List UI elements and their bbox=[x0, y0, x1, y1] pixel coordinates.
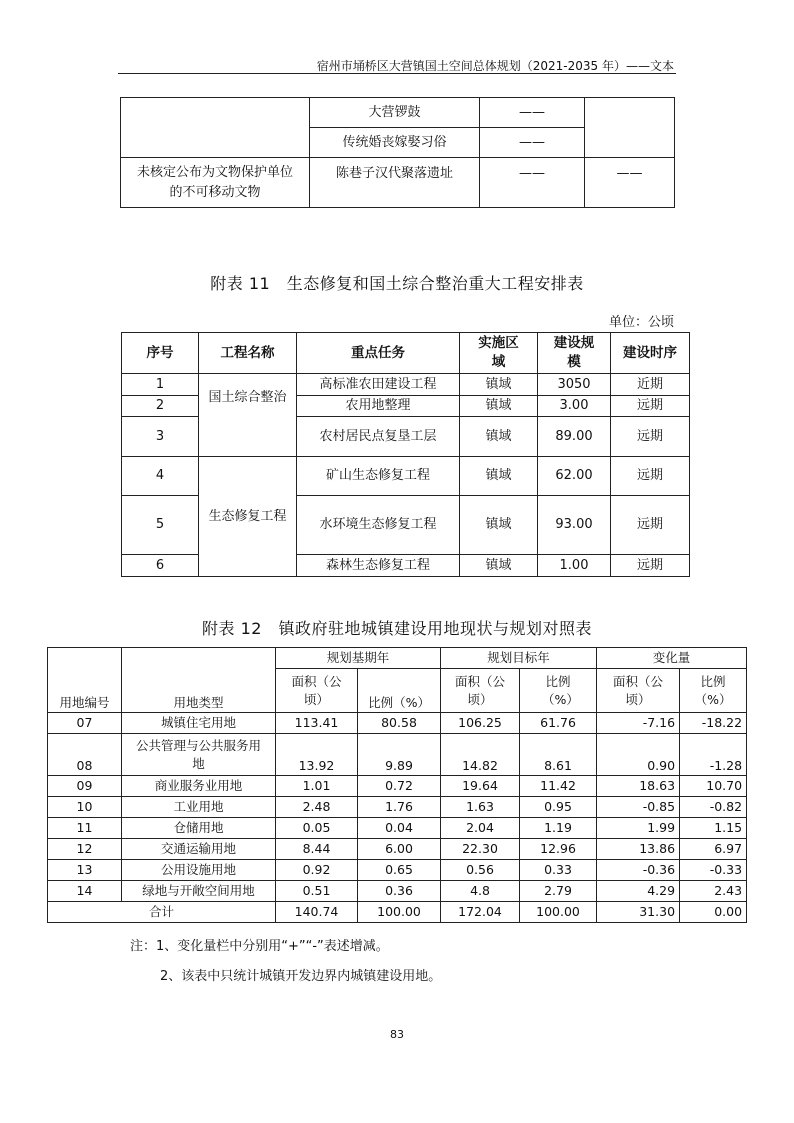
table-cell: 2 bbox=[122, 396, 199, 417]
header-cell: 建设规模 bbox=[538, 333, 611, 374]
table-cell: 0.00 bbox=[680, 902, 747, 923]
header-cell: 建设时序 bbox=[611, 333, 690, 374]
table-cell: 14 bbox=[48, 881, 122, 902]
table-cell: 交通运输用地 bbox=[122, 839, 276, 860]
table-cell: 1.76 bbox=[358, 797, 441, 818]
ecological-restoration-table bbox=[121, 332, 690, 577]
table-cell: 工业用地 bbox=[122, 797, 276, 818]
unit-label: 单位：公顷 bbox=[608, 315, 674, 330]
table-cell: 100.00 bbox=[520, 902, 597, 923]
table-cell: 11 bbox=[48, 818, 122, 839]
table-cell: 绿地与开敞空间用地 bbox=[122, 881, 276, 902]
table-cell: 2.79 bbox=[520, 881, 597, 902]
table-cell: 镇域 bbox=[460, 374, 538, 396]
table-cell: 远期 bbox=[611, 396, 690, 417]
note-2: 2、该表中只统计城镇开发边界内城镇建设用地。 bbox=[160, 969, 442, 984]
table-cell: 近期 bbox=[611, 374, 690, 396]
table-row bbox=[48, 881, 747, 902]
table-cell: 10.70 bbox=[680, 776, 747, 797]
table-cell: —— bbox=[480, 128, 585, 158]
table-cell: 1.15 bbox=[680, 818, 747, 839]
header-cell: 面积（公顷） bbox=[276, 669, 358, 713]
table-cell: 6.97 bbox=[680, 839, 747, 860]
heritage-table-continued bbox=[120, 97, 675, 208]
table-cell: 4.29 bbox=[597, 881, 680, 902]
table-cell: -0.33 bbox=[680, 860, 747, 881]
table-cell: 0.51 bbox=[276, 881, 358, 902]
table-cell: -0.36 bbox=[597, 860, 680, 881]
table-cell: 0.56 bbox=[441, 860, 520, 881]
table-cell: 1.19 bbox=[520, 818, 597, 839]
table-cell: 0.36 bbox=[358, 881, 441, 902]
table-cell: 09 bbox=[48, 776, 122, 797]
table-cell: 0.04 bbox=[358, 818, 441, 839]
header-cell: 用地编号 bbox=[48, 648, 122, 713]
table-cell: 0.72 bbox=[358, 776, 441, 797]
table-cell: 2.43 bbox=[680, 881, 747, 902]
table-cell: 62.00 bbox=[538, 457, 611, 496]
table-cell: 14.82 bbox=[441, 734, 520, 776]
table-cell: -0.82 bbox=[680, 797, 747, 818]
table-cell: 森林生态修复工程 bbox=[297, 555, 460, 577]
table-cell: 2.48 bbox=[276, 797, 358, 818]
table-cell: 1.63 bbox=[441, 797, 520, 818]
table-row bbox=[48, 797, 747, 818]
header-divider bbox=[118, 73, 676, 74]
table-cell: 08 bbox=[48, 734, 122, 776]
table-cell: 07 bbox=[48, 713, 122, 734]
table-cell: 140.74 bbox=[276, 902, 358, 923]
table-cell: 100.00 bbox=[358, 902, 441, 923]
table-cell: 0.92 bbox=[276, 860, 358, 881]
table-cell: 3.00 bbox=[538, 396, 611, 417]
table-11-title: 附表 11 生态修复和国土综合整治重大工程安排表 bbox=[210, 274, 584, 293]
table-cell: 公共管理与公共服务用地 bbox=[122, 734, 276, 776]
table-row bbox=[48, 860, 747, 881]
table-cell: 80.58 bbox=[358, 713, 441, 734]
running-header: 宿州市埇桥区大营镇国土空间总体规划（2021-2035 年）——文本 bbox=[316, 59, 674, 73]
header-cell: 实施区域 bbox=[460, 333, 538, 374]
table-cell: 矿山生态修复工程 bbox=[297, 457, 460, 496]
header-cell: 面积（公顷） bbox=[597, 669, 680, 713]
table-cell: 1 bbox=[122, 374, 199, 396]
table-cell: 镇域 bbox=[460, 396, 538, 417]
table-cell: 2.04 bbox=[441, 818, 520, 839]
table-cell: 12.96 bbox=[520, 839, 597, 860]
table-cell: 1.00 bbox=[538, 555, 611, 577]
table-cell: 12 bbox=[48, 839, 122, 860]
table-cell: 合计 bbox=[48, 902, 276, 923]
table-cell: 商业服务业用地 bbox=[122, 776, 276, 797]
table-cell: 19.64 bbox=[441, 776, 520, 797]
table-cell: -18.22 bbox=[680, 713, 747, 734]
table-cell: 31.30 bbox=[597, 902, 680, 923]
table-cell: 0.65 bbox=[358, 860, 441, 881]
group-cell: 国土综合整治 bbox=[199, 374, 297, 457]
table-cell: 13.92 bbox=[276, 734, 358, 776]
header-cell: 比例（%） bbox=[520, 669, 597, 713]
table-cell bbox=[585, 98, 675, 158]
table-cell: 1.99 bbox=[597, 818, 680, 839]
header-cell: 比例（%） bbox=[358, 669, 441, 713]
table-row bbox=[122, 374, 690, 396]
page-number: 83 bbox=[390, 1028, 404, 1041]
header-cell: 序号 bbox=[122, 333, 199, 374]
table-cell: 22.30 bbox=[441, 839, 520, 860]
table-cell: 89.00 bbox=[538, 417, 611, 457]
table-cell: 镇域 bbox=[460, 496, 538, 555]
table-cell: —— bbox=[480, 98, 585, 128]
group-header-cell: 变化量 bbox=[597, 648, 747, 669]
table-cell: 镇域 bbox=[460, 417, 538, 457]
table-cell: 9.89 bbox=[358, 734, 441, 776]
header-cell: 用地类型 bbox=[122, 648, 276, 713]
header-cell: 面积（公顷） bbox=[441, 669, 520, 713]
table-cell: 13.86 bbox=[597, 839, 680, 860]
table-cell: 172.04 bbox=[441, 902, 520, 923]
table-row bbox=[48, 713, 747, 734]
table-cell: 镇域 bbox=[460, 457, 538, 496]
table-cell bbox=[121, 98, 310, 158]
table-cell: 6 bbox=[122, 555, 199, 577]
table-cell: 1.01 bbox=[276, 776, 358, 797]
table-row bbox=[48, 839, 747, 860]
table-cell: 8.44 bbox=[276, 839, 358, 860]
table-cell: 0.90 bbox=[597, 734, 680, 776]
total-row bbox=[48, 902, 747, 923]
table-cell: 61.76 bbox=[520, 713, 597, 734]
table-cell: 仓储用地 bbox=[122, 818, 276, 839]
table-cell: 106.25 bbox=[441, 713, 520, 734]
table-cell: 113.41 bbox=[276, 713, 358, 734]
table-cell: 13 bbox=[48, 860, 122, 881]
table-cell: -0.85 bbox=[597, 797, 680, 818]
table-cell: 3 bbox=[122, 417, 199, 457]
table-cell: 陈巷子汉代聚落遗址 bbox=[310, 158, 480, 208]
table-row bbox=[48, 734, 747, 776]
header-cell: 重点任务 bbox=[297, 333, 460, 374]
table-cell: 水环境生态修复工程 bbox=[297, 496, 460, 555]
table-row bbox=[48, 776, 747, 797]
group-header-cell: 规划目标年 bbox=[441, 648, 597, 669]
table-cell: 4.8 bbox=[441, 881, 520, 902]
land-use-comparison-table bbox=[47, 647, 747, 923]
table-cell: —— bbox=[585, 158, 675, 208]
note-1: 注：1、变化量栏中分别用“+”“-”表述增减。 bbox=[130, 939, 389, 954]
table-cell: 远期 bbox=[611, 555, 690, 577]
header-cell: 工程名称 bbox=[199, 333, 297, 374]
table-cell: 城镇住宅用地 bbox=[122, 713, 276, 734]
table-cell: 4 bbox=[122, 457, 199, 496]
group-header-cell: 规划基期年 bbox=[276, 648, 441, 669]
table-cell: —— bbox=[480, 158, 585, 208]
table-cell: 传统婚丧嫁娶习俗 bbox=[310, 128, 480, 158]
table-cell: 远期 bbox=[611, 457, 690, 496]
table-cell: 大营锣鼓 bbox=[310, 98, 480, 128]
table-cell: 18.63 bbox=[597, 776, 680, 797]
table-cell: 0.95 bbox=[520, 797, 597, 818]
table-row bbox=[122, 457, 690, 496]
header-cell: 比例（%） bbox=[680, 669, 747, 713]
table-cell: 镇域 bbox=[460, 555, 538, 577]
table-cell: -7.16 bbox=[597, 713, 680, 734]
table-cell: 未核定公布为文物保护单位的不可移动文物 bbox=[121, 158, 310, 208]
table-cell: 农村居民点复垦工层 bbox=[297, 417, 460, 457]
table-cell: 公用设施用地 bbox=[122, 860, 276, 881]
table-cell: 5 bbox=[122, 496, 199, 555]
table-cell: 0.33 bbox=[520, 860, 597, 881]
table-cell: 农用地整理 bbox=[297, 396, 460, 417]
table-12-title: 附表 12 镇政府驻地城镇建设用地现状与规划对照表 bbox=[202, 619, 592, 638]
table-cell: 10 bbox=[48, 797, 122, 818]
table-cell: 11.42 bbox=[520, 776, 597, 797]
table-row bbox=[48, 818, 747, 839]
table-cell: 高标准农田建设工程 bbox=[297, 374, 460, 396]
table-cell: 8.61 bbox=[520, 734, 597, 776]
table-cell: -1.28 bbox=[680, 734, 747, 776]
table-cell: 3050 bbox=[538, 374, 611, 396]
table-cell: 远期 bbox=[611, 417, 690, 457]
table-cell: 0.05 bbox=[276, 818, 358, 839]
table-cell: 6.00 bbox=[358, 839, 441, 860]
group-cell: 生态修复工程 bbox=[199, 457, 297, 577]
table-cell: 93.00 bbox=[538, 496, 611, 555]
table-cell: 远期 bbox=[611, 496, 690, 555]
